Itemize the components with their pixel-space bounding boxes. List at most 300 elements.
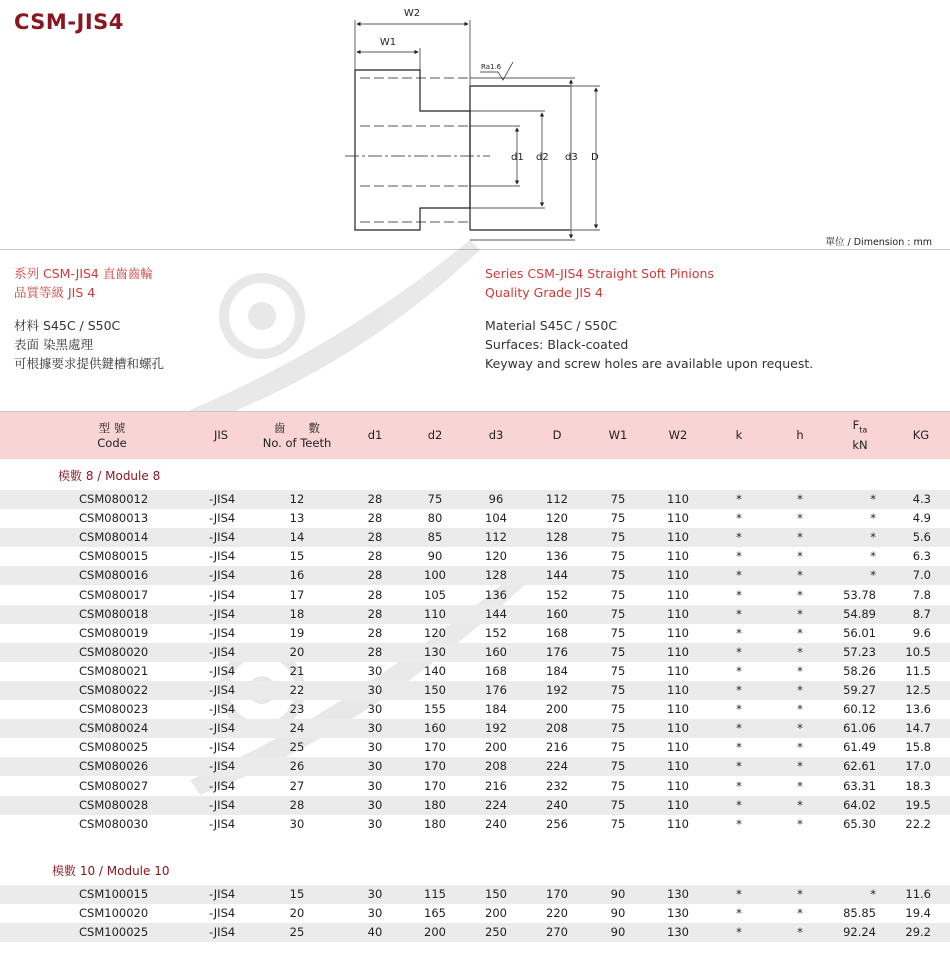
gear-technical-drawing (330, 0, 630, 245)
cell-jis: -JIS4 (209, 530, 236, 545)
page-title: CSM-JIS4 (14, 10, 124, 34)
cell-d2: 80 (427, 511, 443, 526)
D-label: D (591, 152, 599, 163)
header-h: h (796, 428, 804, 442)
cell-d1: 40 (367, 925, 383, 940)
cell-jis: -JIS4 (209, 759, 236, 774)
cell-kg: 22.2 (905, 816, 931, 831)
cell-jis: -JIS4 (209, 606, 236, 621)
cell-kg: 8.7 (912, 606, 931, 621)
cell-fta: 60.12 (843, 702, 876, 717)
surface-zh: 表面 染黑處理 (14, 337, 93, 352)
table-row (0, 796, 950, 815)
cell-kg: 11.6 (905, 887, 931, 901)
cell-h: * (797, 816, 803, 831)
cell-fta: 58.26 (843, 663, 876, 678)
table-row (0, 547, 950, 566)
cell-d3: 150 (485, 887, 507, 901)
cell-h: * (797, 663, 803, 678)
cell-code: CSM080013 (79, 511, 149, 526)
cell-h: * (797, 925, 803, 940)
keyway-en: Keyway and screw holes are available upon request. (485, 356, 814, 371)
cell-fta: * (870, 511, 876, 526)
cell-w1: 75 (610, 663, 626, 678)
cell-fta: * (870, 549, 876, 564)
cell-w1: 75 (610, 568, 626, 583)
cell-k: * (736, 906, 742, 921)
cell-d2: 85 (427, 530, 443, 545)
cell-w1: 75 (610, 702, 626, 717)
cell-D: 208 (546, 721, 568, 736)
cell-d1: 28 (367, 568, 383, 583)
cell-d1: 30 (367, 778, 383, 793)
cell-d3: 120 (485, 549, 507, 564)
cell-k: * (736, 925, 742, 940)
cell-code: CSM080016 (79, 568, 149, 583)
cell-h: * (797, 625, 803, 640)
cell-w2: 110 (667, 549, 689, 564)
cell-D: 192 (546, 683, 568, 697)
series-en: Series CSM-JIS4 Straight Soft Pinions (485, 266, 714, 281)
cell-code: CSM080017 (79, 587, 149, 602)
table-row (0, 643, 950, 662)
cell-kg: 4.3 (912, 492, 931, 506)
cell-D: 170 (546, 887, 568, 901)
cell-d2: 115 (424, 887, 446, 901)
cell-h: * (797, 587, 803, 602)
cell-k: * (736, 606, 742, 621)
w1-label: W1 (379, 37, 397, 48)
cell-D: 128 (546, 530, 568, 545)
cell-fta: * (870, 568, 876, 583)
table-row (0, 509, 950, 528)
cell-teeth: 13 (289, 511, 305, 526)
cell-d1: 28 (367, 511, 383, 526)
cell-h: * (797, 797, 803, 812)
table-row (0, 662, 950, 681)
cell-d3: 160 (485, 644, 507, 659)
d1-label: d1 (511, 152, 524, 163)
cell-fta: 61.06 (843, 721, 876, 736)
cell-d3: 104 (485, 511, 507, 526)
cell-teeth: 30 (289, 816, 305, 831)
cell-w2: 110 (667, 740, 689, 755)
cell-k: * (736, 568, 742, 583)
cell-d3: 216 (485, 778, 507, 793)
cell-d3: 250 (485, 925, 507, 940)
cell-jis: -JIS4 (209, 663, 236, 678)
cell-d1: 30 (367, 683, 383, 697)
cell-code: CSM100020 (79, 906, 149, 921)
cell-w2: 110 (667, 797, 689, 812)
header-w1: W1 (608, 428, 628, 442)
cell-d2: 120 (424, 625, 446, 640)
cell-d2: 110 (424, 606, 446, 621)
table-row (0, 586, 950, 605)
cell-d3: 200 (485, 906, 507, 921)
header-fta: $F_{ta}$ kN (852, 418, 868, 452)
cell-k: * (736, 683, 742, 697)
cell-h: * (797, 492, 803, 506)
table-row (0, 904, 950, 923)
cell-fta: 63.31 (843, 778, 876, 793)
material-en: Material S45C / S50C (485, 318, 618, 333)
cell-kg: 15.8 (905, 740, 931, 755)
cell-D: 144 (546, 568, 568, 583)
cell-w1: 75 (610, 587, 626, 602)
cell-w2: 110 (667, 625, 689, 640)
table-row (0, 681, 950, 700)
cell-d1: 30 (367, 797, 383, 812)
cell-k: * (736, 778, 742, 793)
cell-d2: 200 (424, 925, 446, 940)
cell-h: * (797, 549, 803, 564)
cell-w1: 75 (610, 721, 626, 736)
cell-teeth: 22 (289, 683, 305, 697)
cell-w1: 75 (610, 511, 626, 526)
cell-kg: 17.0 (905, 759, 931, 774)
cell-jis: -JIS4 (209, 644, 236, 659)
cell-kg: 11.5 (905, 663, 931, 678)
cell-D: 112 (546, 492, 568, 506)
cell-D: 200 (546, 702, 568, 717)
cell-d2: 160 (424, 721, 446, 736)
cell-d2: 170 (424, 759, 446, 774)
cell-h: * (797, 530, 803, 545)
cell-kg: 6.3 (912, 549, 931, 564)
cell-w1: 90 (610, 906, 626, 921)
cell-k: * (736, 721, 742, 736)
cell-w1: 75 (610, 816, 626, 831)
table-row (0, 490, 950, 509)
keyway-zh: 可根據要求提供鍵槽和螺孔 (14, 356, 165, 371)
cell-kg: 29.2 (905, 925, 931, 940)
cell-w1: 75 (610, 549, 626, 564)
cell-w1: 75 (610, 644, 626, 659)
cell-w1: 75 (610, 778, 626, 793)
cell-teeth: 17 (289, 587, 305, 602)
cell-teeth: 27 (289, 778, 305, 793)
cell-k: * (736, 549, 742, 564)
cell-kg: 19.4 (905, 906, 931, 921)
cell-D: 256 (546, 816, 568, 831)
cell-D: 136 (546, 549, 568, 564)
cell-w2: 130 (667, 925, 689, 940)
cell-h: * (797, 644, 803, 659)
cell-d1: 30 (367, 740, 383, 755)
cell-D: 270 (546, 925, 568, 940)
cell-d3: 152 (485, 625, 507, 640)
surface-en: Surfaces: Black-coated (485, 337, 629, 352)
cell-kg: 10.5 (905, 644, 931, 659)
cell-fta: * (870, 887, 876, 901)
header-k: k (735, 428, 743, 442)
cell-D: 120 (546, 511, 568, 526)
header-D: D (552, 428, 562, 442)
cell-jis: -JIS4 (209, 492, 236, 506)
table-row (0, 624, 950, 643)
module-group-label: 模數 8 / Module 8 (58, 469, 161, 483)
cell-d3: 112 (485, 530, 507, 545)
cell-teeth: 15 (289, 549, 305, 564)
cell-w2: 110 (667, 644, 689, 659)
cell-d2: 155 (424, 702, 446, 717)
cell-teeth: 21 (289, 663, 305, 678)
cell-d1: 28 (367, 549, 383, 564)
cell-w1: 75 (610, 759, 626, 774)
cell-kg: 18.3 (905, 778, 931, 793)
cell-w2: 110 (667, 492, 689, 506)
cell-fta: 59.27 (843, 683, 876, 697)
cell-code: CSM080027 (79, 778, 149, 793)
cell-D: 240 (546, 797, 568, 812)
cell-d3: 128 (485, 568, 507, 583)
cell-w2: 110 (667, 568, 689, 583)
cell-d3: 176 (485, 683, 507, 697)
cell-d2: 170 (424, 740, 446, 755)
cell-code: CSM080018 (79, 606, 149, 621)
cell-code: CSM080022 (79, 683, 149, 697)
cell-d3: 200 (485, 740, 507, 755)
cell-w2: 110 (667, 511, 689, 526)
cell-d3: 144 (485, 606, 507, 621)
cell-D: 160 (546, 606, 568, 621)
cell-h: * (797, 721, 803, 736)
cell-d3: 240 (485, 816, 507, 831)
cell-jis: -JIS4 (209, 625, 236, 640)
cell-code: CSM100015 (79, 887, 149, 901)
cell-d3: 96 (488, 492, 504, 506)
cell-kg: 9.6 (912, 625, 931, 640)
cell-d1: 28 (367, 644, 383, 659)
cell-jis: -JIS4 (209, 740, 236, 755)
cell-h: * (797, 568, 803, 583)
cell-teeth: 28 (289, 797, 305, 812)
cell-d2: 150 (424, 683, 446, 697)
grade-zh: 品質等級 JIS 4 (14, 285, 96, 300)
divider (0, 249, 950, 250)
cell-d3: 136 (485, 587, 507, 602)
cell-h: * (797, 759, 803, 774)
cell-code: CSM080023 (79, 702, 149, 717)
cell-d1: 30 (367, 816, 383, 831)
cell-code: CSM080012 (79, 492, 149, 506)
cell-d3: 208 (485, 759, 507, 774)
table-row (0, 700, 950, 719)
cell-D: 232 (546, 778, 568, 793)
cell-fta: 57.23 (843, 644, 876, 659)
header-kg: KG (912, 428, 930, 442)
cell-D: 216 (546, 740, 568, 755)
cell-d1: 30 (367, 887, 383, 901)
header-d2: d2 (427, 428, 443, 442)
cell-d2: 100 (424, 568, 446, 583)
cell-code: CSM080019 (79, 625, 149, 640)
cell-d1: 28 (367, 625, 383, 640)
cell-teeth: 23 (289, 702, 305, 717)
cell-h: * (797, 906, 803, 921)
table-header (0, 412, 950, 459)
cell-w2: 110 (667, 530, 689, 545)
cell-k: * (736, 759, 742, 774)
table-row (0, 719, 950, 738)
cell-kg: 5.6 (912, 530, 931, 545)
cell-w1: 90 (610, 925, 626, 940)
cell-w1: 75 (610, 740, 626, 755)
cell-fta: * (870, 530, 876, 545)
table-row (0, 757, 950, 776)
cell-k: * (736, 530, 742, 545)
cell-d2: 130 (424, 644, 446, 659)
table-row (0, 566, 950, 585)
d3-label: d3 (565, 152, 578, 163)
cell-teeth: 20 (289, 644, 305, 659)
outline-shape (355, 70, 470, 230)
cell-w2: 110 (667, 606, 689, 621)
cell-D: 220 (546, 906, 568, 921)
cell-w2: 130 (667, 906, 689, 921)
cell-kg: 13.6 (905, 702, 931, 717)
table-row (0, 605, 950, 624)
cell-jis: -JIS4 (209, 721, 236, 736)
cell-D: 224 (546, 759, 568, 774)
cell-jis: -JIS4 (209, 906, 236, 921)
series-zh: 系列 CSM-JIS4 直齒齒輪 (14, 266, 153, 281)
cell-k: * (736, 663, 742, 678)
cell-D: 152 (546, 587, 568, 602)
cell-k: * (736, 887, 742, 901)
cell-code: CSM080025 (79, 740, 149, 755)
cell-k: * (736, 702, 742, 717)
cell-w1: 75 (610, 606, 626, 621)
cell-jis: -JIS4 (209, 568, 236, 583)
cell-w1: 75 (610, 797, 626, 812)
cell-teeth: 16 (289, 568, 305, 583)
cell-w2: 110 (667, 663, 689, 678)
cell-d1: 28 (367, 530, 383, 545)
cell-teeth: 18 (289, 606, 305, 621)
cell-w2: 110 (667, 759, 689, 774)
cell-teeth: 14 (289, 530, 305, 545)
cell-d2: 165 (424, 906, 446, 921)
cell-k: * (736, 511, 742, 526)
table-row (0, 815, 950, 834)
cell-jis: -JIS4 (209, 887, 236, 901)
table-row (0, 885, 950, 904)
roughness-label: Ra1.6 (481, 63, 502, 71)
cell-code: CSM080026 (79, 759, 149, 774)
header-jis: JIS (213, 428, 229, 442)
cell-w2: 110 (667, 816, 689, 831)
cell-jis: -JIS4 (209, 797, 236, 812)
cell-D: 184 (546, 663, 568, 678)
table-row (0, 923, 950, 942)
cell-fta: 65.30 (843, 816, 876, 831)
table-row (0, 777, 950, 796)
cell-kg: 7.0 (912, 568, 931, 583)
cell-d3: 184 (485, 702, 507, 717)
cell-d2: 105 (424, 587, 446, 602)
cell-h: * (797, 683, 803, 697)
cell-d1: 30 (367, 702, 383, 717)
cell-d2: 170 (424, 778, 446, 793)
cell-h: * (797, 606, 803, 621)
cell-w1: 75 (610, 625, 626, 640)
cell-jis: -JIS4 (209, 925, 236, 940)
cell-w1: 90 (610, 887, 626, 901)
cell-k: * (736, 797, 742, 812)
cell-code: CSM080020 (79, 644, 149, 659)
cell-d3: 192 (485, 721, 507, 736)
cell-d1: 28 (367, 587, 383, 602)
cell-w2: 110 (667, 721, 689, 736)
cell-D: 176 (546, 644, 568, 659)
w2-label: W2 (403, 8, 421, 19)
cell-w2: 110 (667, 683, 689, 697)
module-group-label: 模數 10 / Module 10 (52, 864, 170, 878)
cell-jis: -JIS4 (209, 683, 236, 697)
cell-fta: 62.61 (843, 759, 876, 774)
cell-code: CSM080021 (79, 663, 149, 678)
cell-h: * (797, 778, 803, 793)
table-row (0, 528, 950, 547)
grade-en: Quality Grade JIS 4 (485, 285, 603, 300)
cell-w1: 75 (610, 530, 626, 545)
cell-code: CSM080028 (79, 797, 149, 812)
cell-kg: 12.5 (905, 683, 931, 697)
cell-fta: 56.01 (843, 625, 876, 640)
cell-fta: 61.49 (843, 740, 876, 755)
cell-teeth: 24 (289, 721, 305, 736)
cell-kg: 19.5 (905, 797, 931, 812)
cell-d1: 30 (367, 663, 383, 678)
cell-d2: 180 (424, 816, 446, 831)
cell-k: * (736, 740, 742, 755)
cell-code: CSM080015 (79, 549, 149, 564)
header-d1: d1 (367, 428, 383, 442)
d2-label: d2 (536, 152, 549, 163)
header-teeth: 齒 數 No. of Teeth (262, 420, 332, 450)
cell-d3: 224 (485, 797, 507, 812)
cell-jis: -JIS4 (209, 587, 236, 602)
cell-w2: 110 (667, 778, 689, 793)
cell-k: * (736, 644, 742, 659)
header-w2: W2 (668, 428, 688, 442)
cell-jis: -JIS4 (209, 702, 236, 717)
cell-kg: 4.9 (912, 511, 931, 526)
cell-d1: 28 (367, 492, 383, 506)
cell-fta: 54.89 (843, 606, 876, 621)
cell-d1: 30 (367, 721, 383, 736)
cell-h: * (797, 887, 803, 901)
cell-w1: 75 (610, 492, 626, 506)
cell-kg: 14.7 (905, 721, 931, 736)
cell-jis: -JIS4 (209, 816, 236, 831)
cell-code: CSM080014 (79, 530, 149, 545)
cell-fta: * (870, 492, 876, 506)
cell-w2: 130 (667, 887, 689, 901)
cell-D: 168 (546, 625, 568, 640)
material-zh: 材料 S45C / S50C (14, 318, 121, 333)
cell-teeth: 26 (289, 759, 305, 774)
header-d3: d3 (488, 428, 504, 442)
cell-k: * (736, 492, 742, 506)
cell-w2: 110 (667, 702, 689, 717)
header-code: 型 號 Code (97, 420, 127, 450)
cell-jis: -JIS4 (209, 778, 236, 793)
cell-code: CSM080030 (79, 816, 149, 831)
cell-k: * (736, 625, 742, 640)
